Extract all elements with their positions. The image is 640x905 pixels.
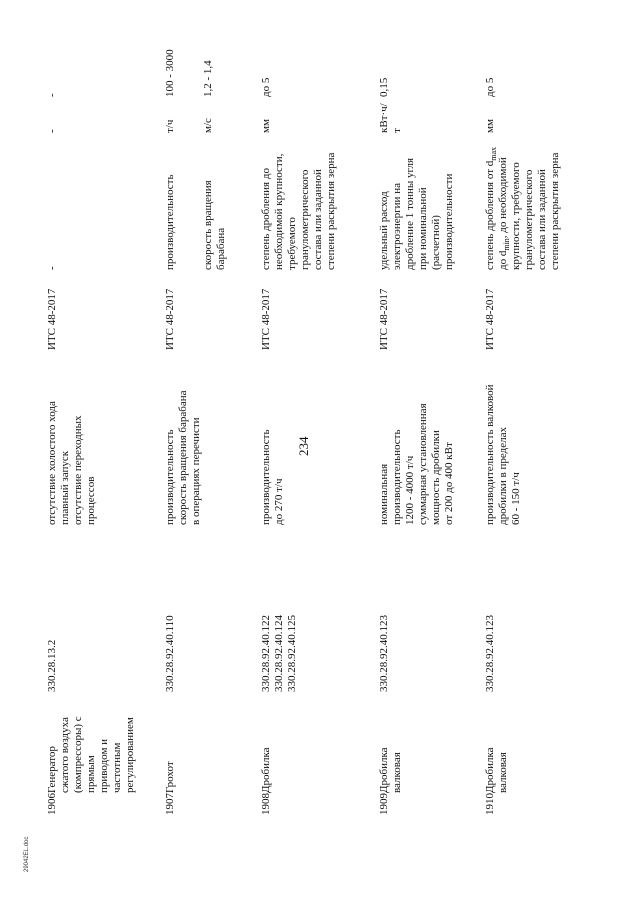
parameter-unit-line: мм [260,119,272,133]
characteristics-line: отсутствие холостого хода [46,401,58,525]
characteristics-line: дробилки в пределах [497,427,509,525]
characteristics-line: процессов [85,476,97,525]
row-number-line: 1907. [164,790,176,815]
characteristics [484,384,523,525]
parameter-unit [164,120,177,133]
characteristics [46,401,98,525]
parameter-name [260,153,338,270]
characteristics-line: производительность [164,429,176,525]
characteristics-line: номинальная [378,463,390,525]
standard-ref-line: ИТС 48-2017 [484,288,496,350]
parameter-unit [484,119,497,133]
equipment-name-line: Генератор [46,746,58,793]
parameter-name-line: скорость вращения [202,180,214,270]
standard-ref [378,289,391,350]
parameter-value-line: до 5 [260,77,272,97]
equipment-name [260,747,273,793]
footer-filename: 29042EL.doc [24,836,30,872]
row-number [378,790,391,815]
parameter-value-line: - [46,93,58,97]
parameter-name-line: необходимой крупности, [273,153,285,270]
okpd-code [484,615,497,692]
parameter-name [46,266,59,270]
equipment-name [378,747,404,793]
standard-ref-line: ИТС 48-2017 [164,288,176,350]
equipment-name-line: валковая [391,752,403,793]
standard-ref-line: ИТС 48-2017 [260,288,272,350]
characteristics-line: от 200 до 400 кВт [443,442,455,525]
characteristics-line: отсутствие переходных [72,415,84,525]
okpd-code-line: 330.28.92.40.125 [286,615,298,692]
parameter-name-line: степень дробления от $d_{max}$ [484,146,499,270]
parameter-value [260,78,273,97]
parameter-value-line: 100 - 3000 [164,49,176,97]
parameter-name [378,158,456,270]
characteristics-line: до 270 т/ч [273,478,285,525]
page-number: 234 [296,436,311,456]
parameter-name-line: до $d_{min}$, до необходимой [497,157,512,270]
parameter-value-line: 1,2 - 1,4 [202,60,214,97]
equipment-name-line: Грохот [164,761,176,793]
characteristics [164,390,203,525]
okpd-code-line: 330.28.13.2 [46,639,58,692]
parameter-name-line: степень дробления до [260,168,272,270]
parameter-name [484,147,562,270]
row-number-line: 1908. [260,790,272,815]
parameter-name-line: барабана [215,227,227,270]
parameter-unit [260,119,273,133]
equipment-name-line: Дробилка [378,747,390,793]
standard-ref-line: ИТС 48-2017 [46,288,58,350]
characteristics-line: суммарная установленная [417,403,429,525]
equipment-name-line: Дробилка [260,747,272,793]
parameter-value [46,93,59,97]
parameter-name-line: при номинальной [417,187,429,270]
characteristics [260,430,286,525]
parameter-name-line: дробление 1 тонны угля [404,157,416,270]
parameter-value [484,78,497,97]
standard-ref-line: ИТС 48-2017 [378,288,390,350]
characteristics [378,403,456,525]
standard-ref [260,289,273,350]
equipment-name [46,716,137,793]
standard-ref [484,289,497,350]
parameter-value-line: до 5 [484,77,496,97]
parameter-unit-line: мм [484,119,496,133]
parameter-unit-line: т/ч [164,119,176,133]
characteristics-line: 1200 - 4000 т/ч [404,455,416,525]
parameter-name-line: - [46,266,58,270]
parameter-unit-line: т [391,128,403,133]
parameter-unit-line: - [46,129,58,133]
parameter-name-line: производительность [164,174,176,270]
okpd-code [46,640,59,692]
parameter-name-line: удельный расход [378,191,390,270]
okpd-code [164,615,177,692]
row-number [46,790,59,815]
equipment-name-line: сжатого воздуха [59,717,71,793]
parameter-name-line: (расчетной) [430,215,442,270]
equipment-name-line: регулированием [124,717,136,793]
row-number-line: 1906. [46,790,58,815]
parameter-name [202,180,228,270]
parameter-unit-line: м/с [202,118,214,133]
equipment-name [484,747,510,793]
parameter-name-line: электроэнергии на [391,183,403,270]
standard-ref [46,289,59,350]
parameter-name-line: гранулометрического [523,169,535,270]
okpd-code-line: 330.28.92.40.123 [378,615,390,692]
parameter-unit [46,129,59,133]
okpd-code [378,615,391,692]
characteristics-line: производительность валковой [484,384,496,525]
parameter-unit [378,103,404,133]
parameter-name-line: производительности [443,173,455,270]
parameter-name [164,175,177,270]
parameter-value-line: 0,15 [378,77,390,97]
okpd-code-line: 330.28.92.40.124 [273,615,285,692]
characteristics-line: 60 - 150 т/ч [510,472,522,525]
characteristics-line: в операциях перечисти [190,417,202,525]
okpd-code-line: 330.28.92.40.122 [260,615,272,692]
equipment-table [46,50,566,815]
parameter-name-line: состава или заданной [536,169,548,270]
parameter-name-line: гранулометрического [299,169,311,270]
okpd-code [260,615,299,692]
characteristics-line: производительность [260,429,272,525]
row-number [164,790,177,815]
equipment-name [164,761,177,793]
parameter-name-line: степени раскрытия зерна [325,152,337,270]
row-number [260,790,273,815]
equipment-name-line: прямым [85,755,97,793]
row-number-line: 1909. [378,790,390,815]
equipment-name-line: приводом и [98,738,110,793]
characteristics-line: производительность [391,429,403,525]
characteristics-line: плавный запуск [59,450,71,525]
row-number-line: 1910. [484,790,496,815]
equipment-name-line: (компрессоры) с [72,716,84,793]
equipment-name-line: частотным [111,742,123,793]
characteristics-line: мощность дробилки [430,430,442,525]
characteristics-line: скорость вращения барабана [177,390,189,525]
parameter-name-line: требуемого [286,217,298,270]
parameter-name-line: степени раскрытия зерна [549,152,561,270]
parameter-value [378,78,391,97]
parameter-unit-line: кВт·ч/ [378,103,390,133]
okpd-code-line: 330.28.92.40.110 [164,615,176,692]
equipment-name-line: Дробилка [484,747,496,793]
row-number [484,790,497,815]
parameter-value [202,60,215,97]
okpd-code-line: 330.28.92.40.123 [484,615,496,692]
equipment-name-line: валковая [497,752,509,793]
standard-ref [164,289,177,350]
parameter-name-line: крупности, требуемого [510,162,522,270]
parameter-value [164,49,177,97]
parameter-unit [202,118,215,133]
parameter-name-line: состава или заданной [312,169,324,270]
